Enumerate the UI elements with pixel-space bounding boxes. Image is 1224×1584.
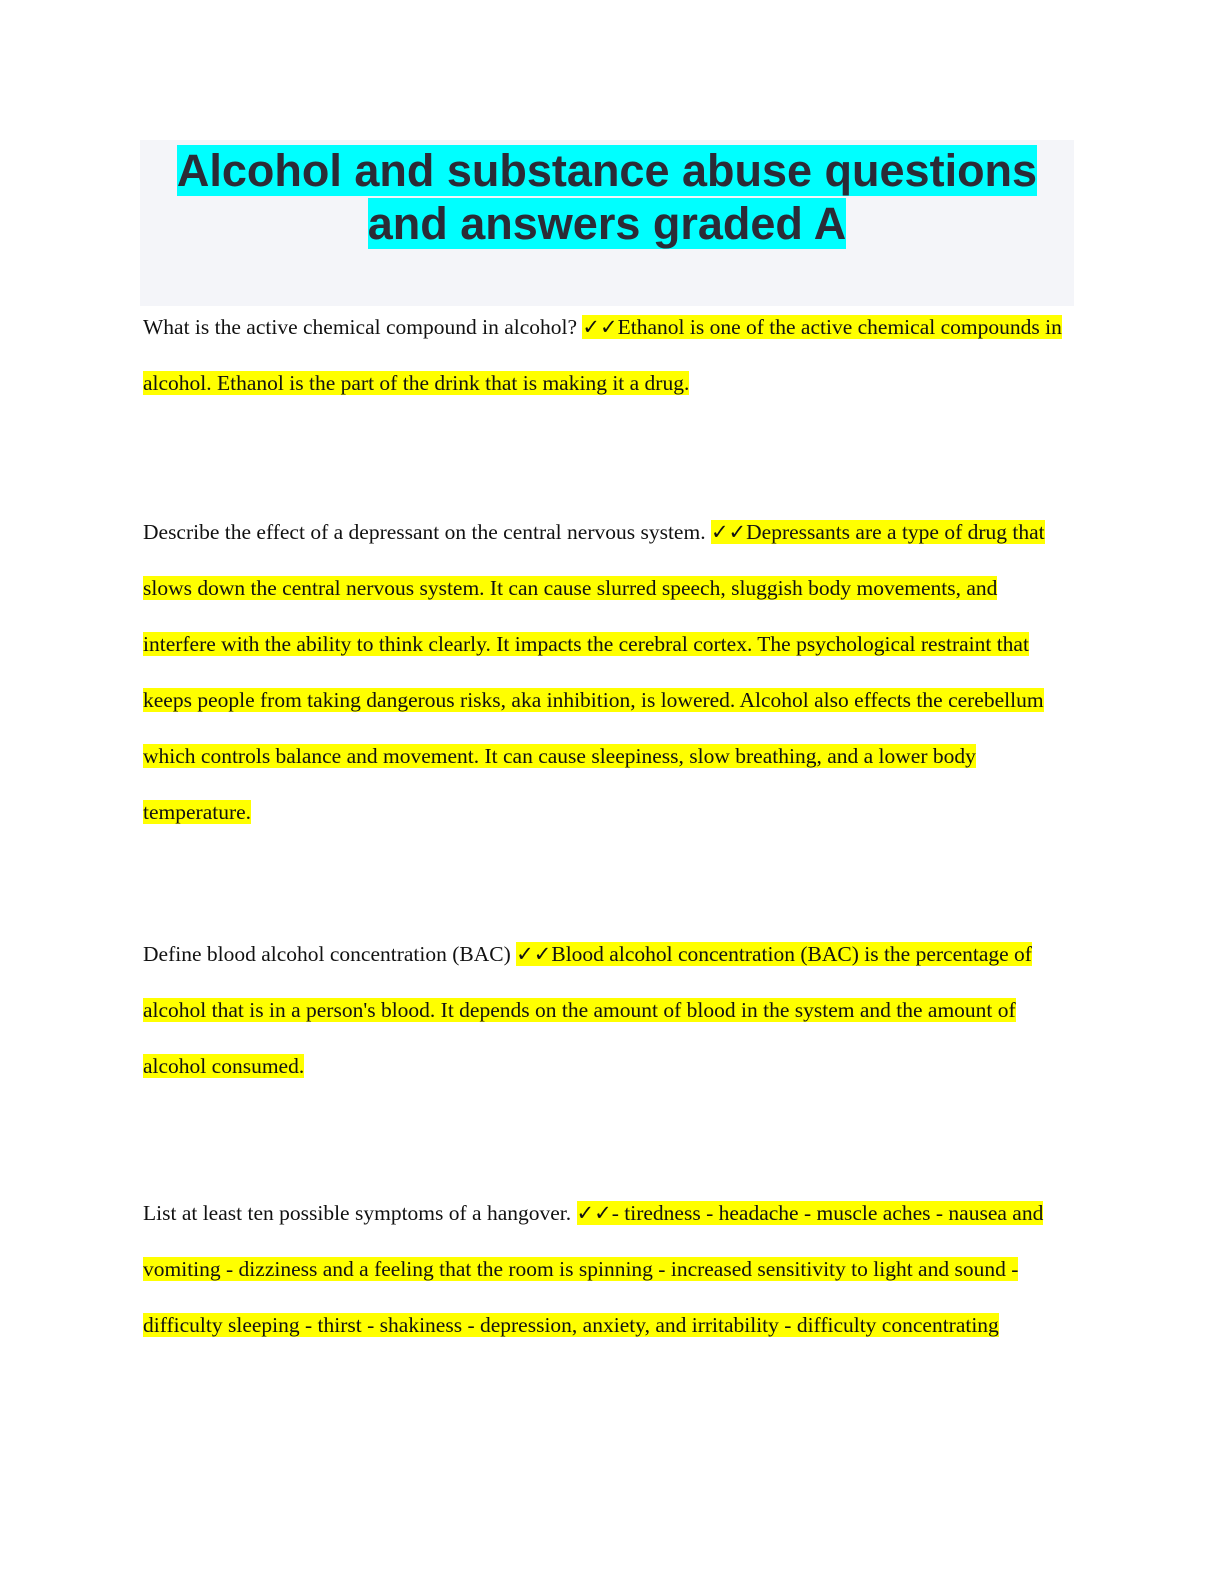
qa-item xyxy=(143,926,1068,1094)
answer-text: Blood alcohol concentration (BAC) is the percentage of alcohol that is in a person's blood. It depends on the amount of blood in the system and the amount of alcohol consumed. xyxy=(143,942,1032,1078)
qa-item xyxy=(143,504,1068,840)
answer-text: Depressants are a type of drug that slows down the central nervous system. It can cause slurred speech, sluggish body movements, and interfere with the ability to think clearly. It impacts the cerebral cortex. The psychological restraint that keeps people from taking dangerous risks, aka inhibition, is lowered. Alcohol also effects the cerebellum which controls balance and movement. It can cause sleepiness, slow breathing, and a lower body temperature. xyxy=(143,520,1045,824)
question-text: What is the active chemical compound in alcohol? xyxy=(143,315,583,339)
question-text: Describe the effect of a depressant on the central nervous system. xyxy=(143,520,711,544)
answer-text: - tiredness - headache - muscle aches - nausea and vomiting - dizziness and a feeling that the room is spinning - increased sensitivity to light and sound - difficulty sleeping - thirst - shakiness - depression, anxiety, and irritability - difficulty concentrating xyxy=(143,1201,1044,1337)
title-block xyxy=(140,140,1074,306)
double-check-icon: ✓✓ xyxy=(576,1201,612,1225)
qa-item xyxy=(143,1185,1068,1353)
document-title xyxy=(140,140,1074,250)
double-check-icon: ✓✓ xyxy=(516,942,552,966)
answer-text: Ethanol is one of the active chemical compounds in alcohol. Ethanol is the part of the drink that is making it a drug. xyxy=(143,315,1062,395)
document-title-text: Alcohol and substance abuse questions and answers graded A xyxy=(176,145,1038,249)
question-text: Define blood alcohol concentration (BAC) xyxy=(143,942,517,966)
question-text: List at least ten possible symptoms of a hangover. xyxy=(143,1201,577,1225)
qa-item xyxy=(143,299,1068,411)
answer-highlight xyxy=(143,520,1045,824)
double-check-icon: ✓✓ xyxy=(710,520,747,544)
double-check-icon: ✓✓ xyxy=(582,315,618,339)
